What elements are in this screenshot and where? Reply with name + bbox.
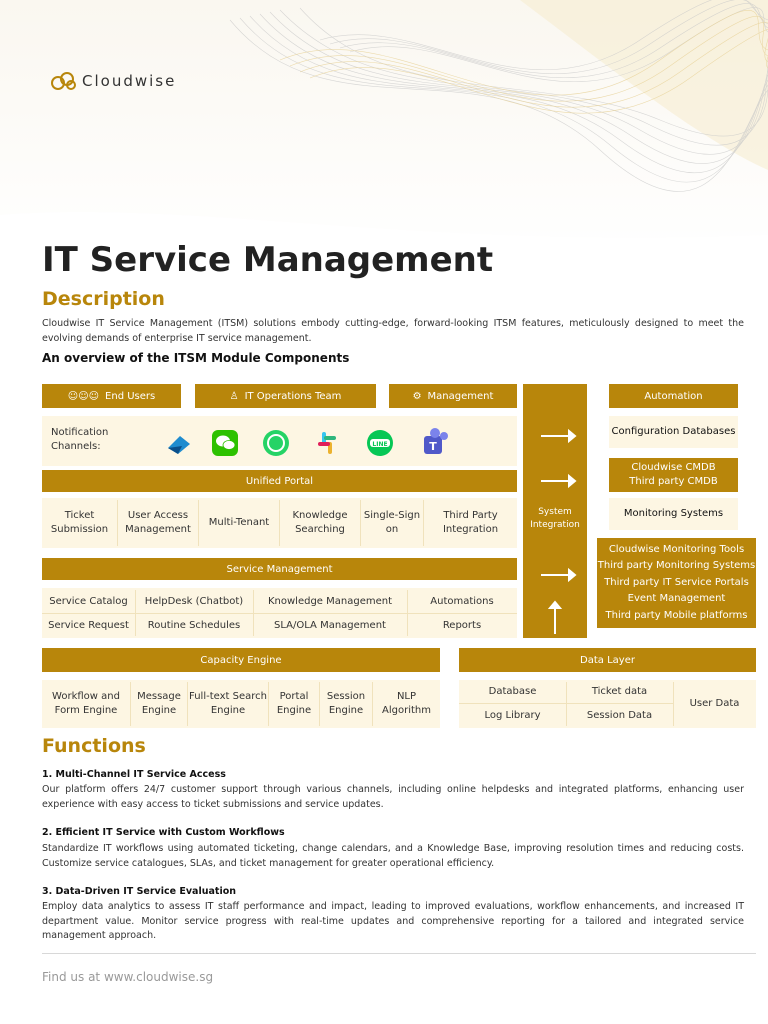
capacity-item: Message Engine <box>137 691 181 716</box>
brand-logo <box>50 70 176 92</box>
data-item: Session Data <box>586 710 653 721</box>
data-item: Database <box>488 685 537 697</box>
data-item: User Data <box>689 698 740 709</box>
cloudwise-logo-icon <box>50 70 78 92</box>
function-title: 3. Data-Driven IT Service Evaluation <box>42 886 236 897</box>
monitoring-item: Third party Mobile platforms <box>605 609 748 621</box>
slack-icon <box>318 432 336 454</box>
page-title: IT Service Management <box>42 240 494 280</box>
sm-item: Reports <box>442 620 482 631</box>
sm-item: Routine Schedules <box>147 620 241 631</box>
cmdb-box <box>609 458 738 492</box>
feishu-icon <box>168 436 190 454</box>
svg-text:T: T <box>429 440 437 453</box>
whatsapp-icon <box>263 430 289 456</box>
monitoring-item: Third party Monitoring Systems <box>597 560 756 572</box>
function-text: Employ data analytics to assess IT staff performance and impact, leading to improved evaluations, workflow enhancements, and increased IT department value. Monitor service progress with real-time updates and comprehensive reporting for a tailored and integrated service management approach. <box>42 901 744 941</box>
svg-text:LINE: LINE <box>372 441 388 448</box>
monitoring-item: Cloudwise Monitoring Tools <box>608 543 745 555</box>
arrow-up-icon <box>550 602 560 634</box>
role-label: IT Operations Team <box>244 390 342 402</box>
monitoring-item: Event Management <box>627 593 726 605</box>
line-icon <box>367 430 393 456</box>
users-icon: ☺☺☺ <box>67 390 100 402</box>
portal-item: Knowledge Searching <box>292 510 348 535</box>
role-management <box>389 384 517 408</box>
monitoring-item: Third party IT Service Portals <box>604 576 749 588</box>
cmdb-item: Cloudwise CMDB <box>631 462 716 473</box>
arrow-right-icon <box>541 476 575 486</box>
system-integration-label: System Integration <box>530 507 580 530</box>
capacity-item: NLP Algorithm <box>382 691 431 716</box>
role-it-operations <box>195 384 376 408</box>
sm-item: SLA/OLA Management <box>274 620 386 631</box>
monitoring-systems: Monitoring Systems <box>609 498 738 530</box>
description-text: Cloudwise IT Service Management (ITSM) solutions embody cutting-edge, forward-looking ITSM features, meticulously designed to meet the evolving demands of enterprise IT service management. <box>42 318 744 344</box>
overview-heading: An overview of the ITSM Module Components <box>42 351 350 365</box>
cmdb-item: Third party CMDB <box>629 476 718 487</box>
data-item: Log Library <box>484 710 541 721</box>
function-title: 2. Efficient IT Service with Custom Workflows <box>42 827 285 838</box>
function-title: 1. Multi-Channel IT Service Access <box>42 769 226 780</box>
automation-header: Automation <box>609 384 738 408</box>
wechat-icon <box>212 430 238 456</box>
arrow-right-icon <box>541 570 575 580</box>
wave-background <box>0 0 768 260</box>
unified-portal-header: Unified Portal <box>42 470 517 492</box>
config-databases: Configuration Databases <box>609 416 738 448</box>
sm-item: Service Request <box>48 620 129 631</box>
role-label: Management <box>427 390 494 402</box>
portal-item: Third Party Integration <box>442 510 499 535</box>
capacity-item: Portal Engine <box>276 691 312 716</box>
notification-label: Notification Channels: <box>51 427 109 452</box>
sm-item: Knowledge Management <box>267 596 393 607</box>
management-icon: ⚙ <box>412 390 422 402</box>
portal-item: Ticket Submission <box>50 510 109 535</box>
footer-divider <box>42 953 756 954</box>
capacity-item: Session Engine <box>326 691 366 716</box>
arrow-right-icon <box>541 431 575 441</box>
portal-item: Multi-Tenant <box>208 517 270 528</box>
capacity-item: Workflow and Form Engine <box>52 691 120 716</box>
description-heading: Description <box>42 288 165 310</box>
sm-item: HelpDesk (Chatbot) <box>144 596 244 607</box>
portal-item: Single-Sign on <box>363 510 421 535</box>
function-text: Our platform offers 24/7 customer support through various channels, including online helpdesks and integrated platforms, enhancing user experience with easy access to ticket submissions and service updates. <box>42 784 744 810</box>
service-management-header: Service Management <box>42 558 517 580</box>
teams-icon <box>424 428 448 454</box>
team-icon: ♙ <box>229 390 239 402</box>
sm-item: Automations <box>430 596 494 607</box>
portal-item: User Access Management <box>125 510 191 535</box>
capacity-engine-header: Capacity Engine <box>42 648 440 672</box>
data-item: Ticket data <box>591 685 648 697</box>
role-label: End Users <box>105 390 156 402</box>
capacity-item: Full-text Search Engine <box>189 691 267 716</box>
role-end-users <box>42 384 181 408</box>
footer-link[interactable]: Find us at www.cloudwise.sg <box>42 970 214 984</box>
functions-heading: Functions <box>42 735 146 757</box>
function-text: Standardize IT workflows using automated ticketing, change calendars, and a Knowledge Base, improving resolution times and reducing costs. Customize service catalogues, SLAs, and ticket management for greater operational efficiency. <box>42 843 744 869</box>
data-layer-header: Data Layer <box>459 648 756 672</box>
monitoring-list <box>597 538 756 628</box>
channel-icons <box>160 426 460 458</box>
brand-name: Cloudwise <box>82 72 177 90</box>
sm-item: Service Catalog <box>49 596 128 607</box>
